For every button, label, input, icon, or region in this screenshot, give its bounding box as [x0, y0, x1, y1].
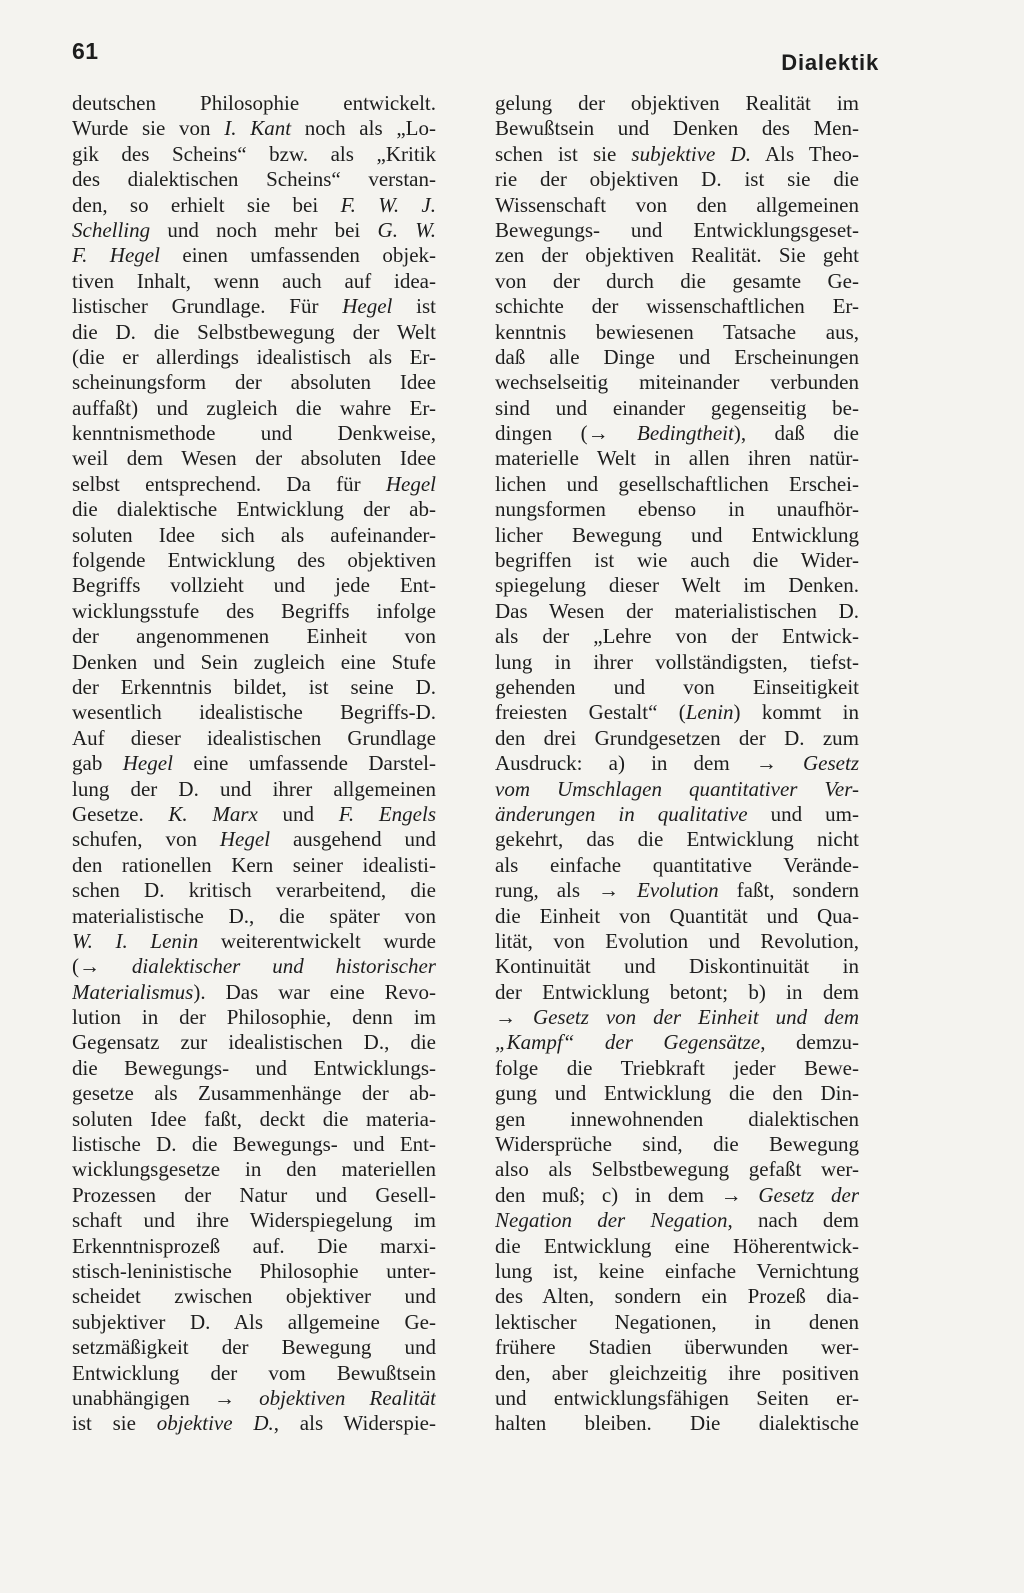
text-line [72, 1411, 436, 1436]
text-run: des Alten, sondern ein Prozeß dia- [495, 1284, 859, 1309]
text-run: Bewußtsein und Denken des Men- [495, 116, 859, 141]
text-run: lektischer Negationen, in denen [495, 1309, 859, 1334]
text-run: (→ [72, 954, 132, 979]
text-run: (die er allerdings idealistisch als Er- [72, 344, 436, 369]
text-line [72, 650, 436, 675]
text-line [495, 243, 859, 268]
text-line [72, 1132, 436, 1157]
text-run: daß alle Dinge und Erscheinungen [495, 344, 859, 369]
text-line [72, 345, 436, 370]
text-run: dingen (→ [495, 421, 638, 446]
text-line [72, 523, 436, 548]
text-run: schen ist sie [495, 141, 632, 166]
text-run: begriffen ist wie auch die Wider- [495, 548, 859, 573]
text-run: Erkenntnisprozeß auf. Die marxi- [72, 1233, 436, 1258]
text-line [72, 599, 436, 624]
text-run: wesentlich idealistische Begriffs-D. [72, 700, 436, 725]
text-line [72, 472, 436, 497]
text-line [72, 980, 436, 1005]
text-line [495, 624, 859, 649]
text-run: stisch-leninistische Philosophie unter- [72, 1258, 436, 1283]
text-line [72, 726, 436, 751]
text-line [72, 243, 436, 268]
text-run: den muß; c) in dem → [495, 1182, 759, 1207]
text-line [72, 1386, 436, 1411]
text-line [495, 167, 859, 192]
text-line [495, 1284, 859, 1309]
text-run: einen umfassenden objek- [159, 243, 436, 268]
text-run: ausgehend und [270, 827, 436, 852]
text-run: weil dem Wesen der absoluten Idee [72, 446, 436, 471]
text-line [72, 497, 436, 522]
text-line [495, 523, 859, 548]
text-run: von der durch die gesamte Ge- [495, 268, 859, 293]
text-line [495, 320, 859, 345]
text-run: materialistische D., die später von [72, 903, 436, 928]
italic-run: subjektive D. [631, 141, 751, 166]
text-run: wicklungsstufe des Begriffs infolge [72, 598, 436, 623]
text-line [495, 142, 859, 167]
text-run: und [257, 801, 339, 826]
text-run: Gesetze. [72, 801, 169, 826]
italic-run: objektiven Realität [259, 1385, 436, 1410]
text-run: wechselseitig miteinander verbunden [495, 370, 859, 395]
text-line [495, 548, 859, 573]
text-line [495, 1310, 859, 1335]
text-line [72, 1056, 436, 1081]
text-run: Auf dieser idealistischen Grundlage [72, 725, 436, 750]
text-run: den, aber gleichzeitig ihre positiven [495, 1360, 859, 1385]
text-run: folgende Entwicklung des objektiven [72, 548, 436, 573]
text-run: Wurde sie von [72, 116, 225, 141]
text-line [495, 218, 859, 243]
text-run: gelung der objektiven Realität im [495, 91, 859, 115]
text-run: Wissenschaft von den allgemeinen [495, 192, 859, 217]
text-run: noch als „Lo- [291, 116, 436, 141]
text-line [495, 1386, 859, 1411]
text-run: licher Bewegung und Entwicklung [495, 522, 859, 547]
text-run: gen innewohnenden dialektischen [495, 1106, 859, 1131]
text-line [495, 726, 859, 751]
text-run: eine umfassende Darstel- [172, 751, 436, 776]
text-line [72, 878, 436, 903]
text-run: Begriffs vollzieht und jede Ent- [72, 573, 436, 598]
text-run: der Erkenntnis bildet, ist seine D. [72, 674, 436, 699]
text-run: setzmäßigkeit der Bewegung und [72, 1335, 436, 1360]
italic-run: vom Umschlagen quantitativer Ver- [495, 776, 859, 801]
text-line [495, 1183, 859, 1208]
text-line [72, 1335, 436, 1360]
text-line [72, 1005, 436, 1030]
text-line [72, 91, 436, 116]
text-line [495, 700, 859, 725]
text-run: den, so erhielt sie bei [72, 192, 341, 217]
text-run: die Entwicklung eine Höherentwick- [495, 1233, 859, 1258]
text-run: den drei Grundgesetzen der D. zum [495, 725, 859, 750]
italic-run: Gesetz der [758, 1182, 859, 1207]
text-line [72, 1310, 436, 1335]
text-line [72, 751, 436, 776]
text-run: die dialektische Entwicklung der ab- [72, 497, 436, 522]
text-run: des dialektischen Scheins“ verstan- [72, 167, 436, 192]
text-line [72, 1208, 436, 1233]
text-line [495, 1259, 859, 1284]
text-run: schaft und ihre Widerspiegelung im [72, 1208, 436, 1233]
text-line [72, 700, 436, 725]
text-line [495, 396, 859, 421]
text-run: freiesten Gestalt“ ( [495, 700, 686, 725]
text-run: gesetze als Zusammenhänge der ab- [72, 1081, 436, 1106]
text-run: scheidet zwischen objektiver und [72, 1284, 436, 1309]
text-run: als einfache quantitative Verände- [495, 852, 859, 877]
text-line [495, 1132, 859, 1157]
text-line [495, 1030, 859, 1055]
text-line [495, 827, 859, 852]
text-run: deutschen Philosophie entwickelt. [72, 91, 436, 115]
text-run: sind und einander gegenseitig be- [495, 395, 859, 420]
text-run: kenntnis bewiesenen Tatsache aus, [495, 319, 859, 344]
italic-run: I. Kant [224, 116, 292, 141]
text-run: ) kommt in [733, 700, 859, 725]
text-line [495, 294, 859, 319]
italic-run: Hegel [342, 294, 393, 319]
text-run: soluten Idee sich als aufeinander- [72, 522, 436, 547]
italic-run: objektive D. [156, 1411, 274, 1436]
text-run: wicklungsgesetze in den materiellen [72, 1157, 436, 1182]
italic-run: „Kampf“ der Gegensätze [495, 1030, 761, 1055]
italic-run: änderungen in qualitative [495, 801, 748, 826]
text-run: Bewegungs- und Entwicklungsgeset- [495, 217, 859, 242]
italic-run: K. Marx [168, 801, 258, 826]
text-run: und noch mehr bei [150, 217, 378, 242]
text-run: zen der objektiven Realität. Sie geht [495, 243, 859, 268]
italic-run: F. Hegel [72, 243, 160, 268]
text-run: selbst entsprechend. Da für [72, 471, 386, 496]
italic-run: Negation der Negation [495, 1208, 728, 1233]
italic-run: F. Engels [338, 801, 436, 826]
text-line [72, 1107, 436, 1132]
text-line [72, 1234, 436, 1259]
page-header [0, 30, 1024, 80]
text-line [72, 929, 436, 954]
text-run: subjektiver D. Als allgemeine Ge- [72, 1309, 436, 1334]
text-run: lichen und gesellschaftlichen Erschei- [495, 471, 859, 496]
italic-run: Materialismus [72, 979, 194, 1004]
text-line [72, 1259, 436, 1284]
text-line [495, 1335, 859, 1360]
text-line [495, 853, 859, 878]
text-run: spiegelung dieser Welt im Denken. [495, 573, 859, 598]
italic-run: Gesetz [803, 751, 859, 776]
text-run: also als Selbstbewegung gefaßt wer- [495, 1157, 859, 1182]
text-line [72, 218, 436, 243]
text-run: lung ist, keine einfache Vernichtung [495, 1258, 859, 1283]
italic-run: Hegel [385, 471, 436, 496]
text-run: ist sie [72, 1411, 157, 1436]
text-line [72, 954, 436, 979]
text-line [495, 1056, 859, 1081]
text-line [72, 573, 436, 598]
text-run: Prozessen der Natur und Gesell- [72, 1182, 436, 1207]
text-run: nungsformen ebenso in unaufhör- [495, 497, 859, 522]
text-line [495, 573, 859, 598]
text-run: Widersprüche sind, die Bewegung [495, 1132, 859, 1157]
running-head: Dialektik [781, 50, 879, 75]
text-line [495, 193, 859, 218]
text-line [495, 980, 859, 1005]
text-line [72, 675, 436, 700]
text-run: gik des Scheins“ bzw. als „Kritik [72, 141, 436, 166]
text-line [495, 1157, 859, 1182]
text-run: unabhängigen → [72, 1385, 260, 1410]
text-run: gehenden und von Einseitigkeit [495, 674, 859, 699]
text-line [72, 1030, 436, 1055]
italic-run: Gesetz von der Einheit und dem [532, 1005, 859, 1030]
text-run: Kontinuität und Diskontinuität in [495, 954, 859, 979]
text-line [72, 548, 436, 573]
text-run: rung, als → [495, 878, 637, 903]
text-run: scheinungsform der absoluten Idee [72, 370, 436, 395]
text-line [495, 1234, 859, 1259]
text-line [72, 269, 436, 294]
italic-run: Hegel [219, 827, 271, 852]
italic-run: Hegel [122, 751, 173, 776]
text-line [495, 904, 859, 929]
italic-run: G. W. [377, 217, 436, 242]
text-line [72, 294, 436, 319]
text-line [495, 1411, 859, 1436]
text-run: gung und Entwicklung die den Din- [495, 1081, 859, 1106]
page-number: 61 [72, 38, 99, 64]
text-line [72, 396, 436, 421]
italic-run: dialektischer und historischer [131, 954, 436, 979]
italic-run: Lenin [685, 700, 734, 725]
text-run: lution in der Philosophie, denn im [72, 1005, 436, 1030]
text-run: lung in ihrer vollständigsten, tiefst- [495, 649, 859, 674]
text-line [72, 853, 436, 878]
text-line [495, 954, 859, 979]
text-run: lung der D. und ihrer allgemeinen [72, 776, 436, 801]
text-line [72, 802, 436, 827]
text-line [495, 116, 859, 141]
text-line [495, 497, 859, 522]
text-line [72, 421, 436, 446]
text-line [72, 1183, 436, 1208]
text-run: ist [392, 294, 436, 319]
text-run: den rationellen Kern seiner idealisti- [72, 852, 436, 877]
text-run: Das Wesen der materialistischen D. [495, 598, 859, 623]
text-run: soluten Idee faßt, deckt die materia- [72, 1106, 436, 1131]
text-line [72, 777, 436, 802]
text-line [495, 421, 859, 446]
text-line [495, 1081, 859, 1106]
text-column-right [495, 91, 859, 1437]
text-line [72, 1284, 436, 1309]
text-run: tiven Inhalt, wenn auch auf idea- [72, 268, 436, 293]
text-run: Denken und Sein zugleich eine Stufe [72, 649, 436, 674]
text-line [495, 751, 859, 776]
text-line [72, 193, 436, 218]
text-line [495, 472, 859, 497]
text-run: die Bewegungs- und Entwicklungs- [72, 1055, 436, 1080]
text-line [72, 1081, 436, 1106]
text-run: halten bleiben. Die dialektische [495, 1411, 859, 1436]
text-run: → [495, 1005, 533, 1030]
text-run: ), daß die [733, 421, 859, 446]
text-run: , als Widerspie- [273, 1411, 436, 1436]
text-line [72, 1157, 436, 1182]
text-line [72, 142, 436, 167]
text-run: und entwicklungsfähigen Seiten er- [495, 1385, 859, 1410]
text-line [72, 624, 436, 649]
text-line [495, 446, 859, 471]
text-line [495, 1005, 859, 1030]
text-line [72, 1361, 436, 1386]
text-run: listischer Grundlage. Für [72, 294, 343, 319]
text-run: Ausdruck: a) in dem → [495, 751, 803, 776]
text-run: listische D. die Bewegungs- und Ent- [72, 1132, 436, 1157]
text-run: als der „Lehre von der Entwick- [495, 624, 859, 649]
text-run: und um- [747, 801, 859, 826]
text-run: die Einheit von Quantität und Qua- [495, 903, 859, 928]
text-line [495, 650, 859, 675]
text-run: lität, von Evolution und Revolution, [495, 928, 859, 953]
text-line [495, 345, 859, 370]
text-run: Gegensatz zur idealistischen D., die [72, 1030, 436, 1055]
text-run: kenntnismethode und Denkweise, [72, 421, 436, 446]
text-line [72, 370, 436, 395]
text-run: rie der objektiven D. ist sie die [495, 167, 859, 192]
text-line [495, 599, 859, 624]
italic-run: F. W. J. [340, 192, 436, 217]
text-run: , demzu- [760, 1030, 859, 1055]
text-line [495, 777, 859, 802]
text-line [72, 827, 436, 852]
text-line [495, 91, 859, 116]
text-line [72, 167, 436, 192]
italic-run: W. I. Lenin [72, 928, 199, 953]
text-run: schen D. kritisch verarbeitend, die [72, 878, 436, 903]
text-run: ). Das war eine Revo- [193, 979, 436, 1004]
text-column-left [72, 91, 436, 1437]
text-run: die D. die Selbstbewegung der Welt [72, 319, 436, 344]
text-run: der Entwicklung betont; b) in dem [495, 979, 859, 1004]
text-run: materielle Welt in allen ihren natür- [495, 446, 859, 471]
text-line [72, 320, 436, 345]
text-line [72, 904, 436, 929]
text-run: folge die Triebkraft jeder Bewe- [495, 1055, 859, 1080]
text-line [72, 116, 436, 141]
text-line [495, 929, 859, 954]
italic-run: Evolution [637, 878, 719, 903]
text-line [495, 370, 859, 395]
text-run: gekehrt, das die Entwicklung nicht [495, 827, 859, 852]
text-run: schufen, von [72, 827, 220, 852]
text-line [72, 446, 436, 471]
text-line [495, 802, 859, 827]
text-line [495, 269, 859, 294]
text-run: Als Theo- [750, 141, 859, 166]
text-line [495, 675, 859, 700]
text-run: weiterentwickelt wurde [198, 928, 436, 953]
text-run: frühere Stadien überwunden wer- [495, 1335, 859, 1360]
text-run: , nach dem [727, 1208, 859, 1233]
italic-run: Bedingtheit [637, 421, 734, 446]
text-line [495, 1208, 859, 1233]
text-run: der angenommenen Einheit von [72, 624, 436, 649]
text-run: schichte der wissenschaftlichen Er- [495, 294, 859, 319]
text-run: gab [72, 751, 123, 776]
text-run: Entwicklung der vom Bewußtsein [72, 1360, 436, 1385]
text-line [495, 1107, 859, 1132]
text-line [495, 878, 859, 903]
text-run: auffaßt) und zugleich die wahre Er- [72, 395, 436, 420]
text-line [495, 1361, 859, 1386]
italic-run: Schelling [72, 217, 151, 242]
text-run: faßt, sondern [718, 878, 859, 903]
